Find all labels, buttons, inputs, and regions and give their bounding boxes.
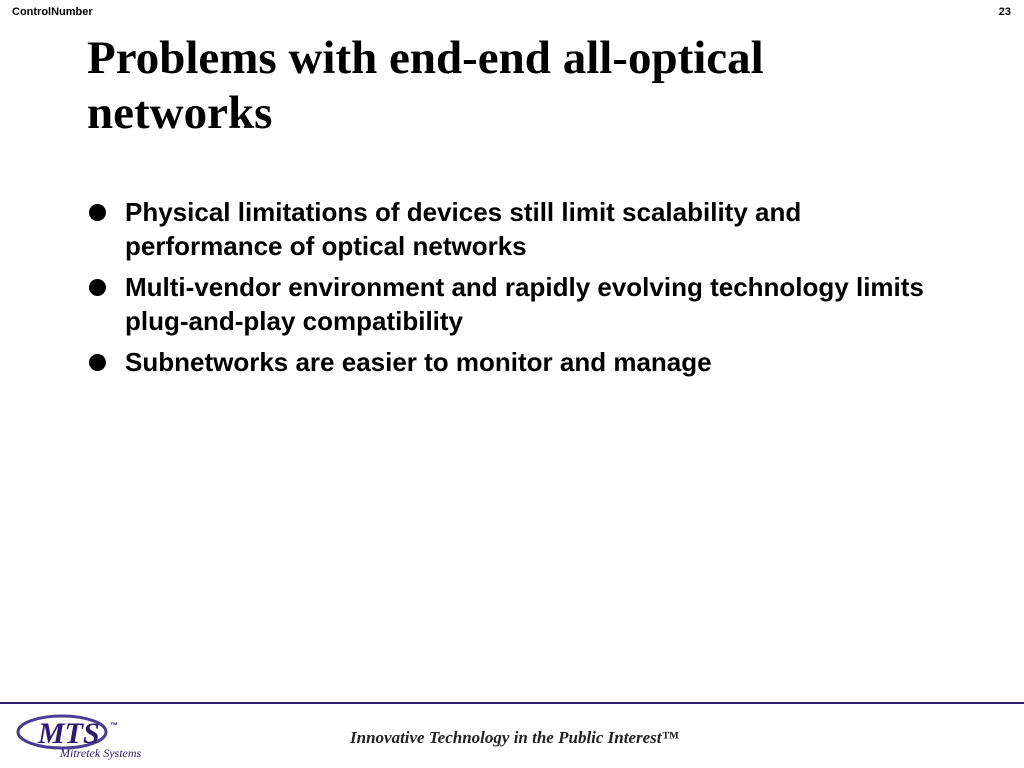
bullet-list: [87, 195, 937, 386]
bullet-item: [87, 270, 937, 338]
logo-trademark: ™: [110, 721, 118, 730]
logo-text: MTS: [38, 717, 100, 750]
footer-divider: [0, 702, 1024, 704]
control-number-label: ControlNumber: [12, 6, 93, 18]
bullet-text: Subnetworks are easier to monitor and manage: [125, 347, 712, 377]
bullet-item: [87, 345, 937, 379]
logo-subtitle: Mitretek Systems: [60, 746, 142, 760]
bullet-dot-icon: [89, 279, 106, 296]
page-number: 23: [998, 6, 1011, 18]
bullet-text: Physical limitations of devices still limit scalability and performance of optical networks: [125, 197, 802, 261]
bullet-text: Multi-vendor environment and rapidly evolving technology limits plug-and-play compatibility: [125, 272, 924, 336]
footer-tagline: Innovative Technology in the Public Interest™: [350, 728, 679, 747]
mts-logo: [14, 710, 174, 762]
slide-title: Problems with end-end all-optical networks: [87, 32, 764, 139]
bullet-item: [87, 195, 937, 263]
bullet-dot-icon: [89, 354, 106, 371]
bullet-dot-icon: [89, 204, 106, 221]
